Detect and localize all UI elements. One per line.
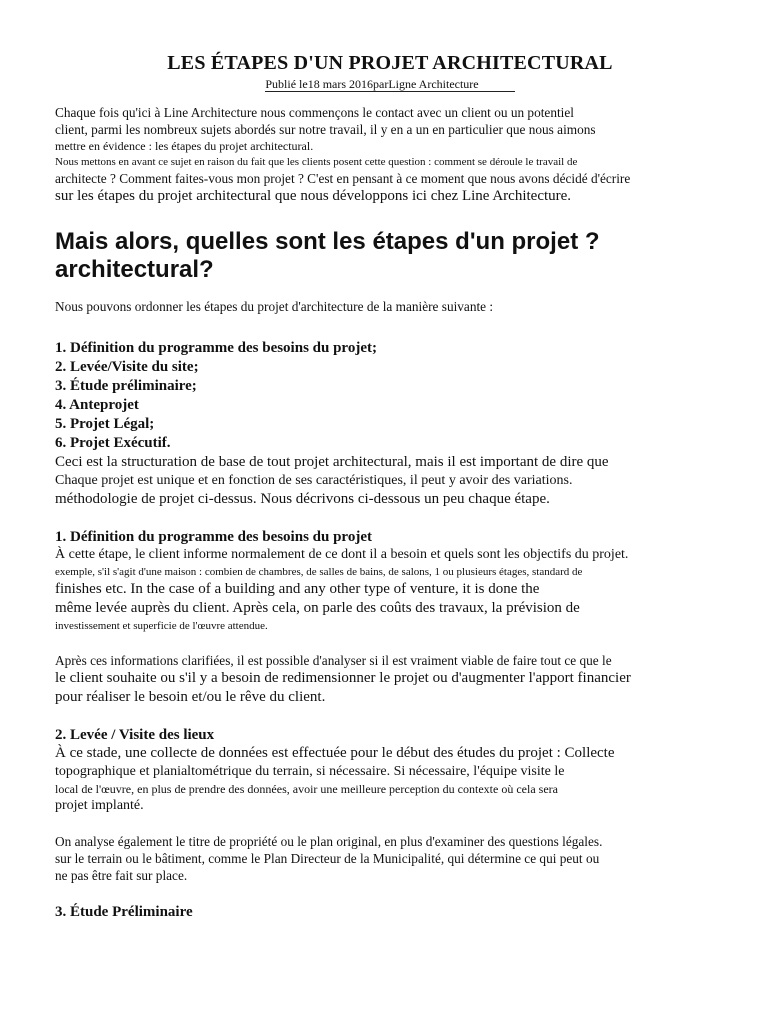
section-heading [55,228,725,284]
list-item: 3. Étude préliminaire; [55,378,197,394]
paragraph-line: le client souhaite ou s'il y a besoin de redimensionner le projet ou d'augmenter l'apport financier [55,670,631,686]
article [55,52,725,921]
paragraph-line: ne pas être fait sur place. [55,868,188,883]
list-item: 5. Projet Légal; [55,416,155,432]
paragraph-line: méthodologie de projet ci-dessus. Nous décrivons ci-dessous un peu chaque étape. [55,491,550,507]
intro-paragraph [55,104,725,206]
step3-heading: 3. Étude Préliminaire [55,904,193,920]
list-item: 6. Projet Exécutif. [55,435,171,451]
intro-line: mettre en évidence : les étapes du projet architectural. [55,139,314,153]
list-item: 1. Définition du programme des besoins du projet; [55,340,377,356]
step1-paragraph [55,546,725,634]
step1-paragraph-2 [55,652,725,707]
step2-paragraph [55,744,725,815]
paragraph-line: même levée auprès du client. Après cela, on parle des coûts des travaux, la prévision de [55,600,580,616]
step1-heading: 1. Définition du programme des besoins du projet [55,529,372,545]
intro-line: Nous mettons en avant ce sujet en raison du fait que les clients posent cette question : comment se déroule le travail de [55,156,578,168]
list-item: 2. Levée/Visite du site; [55,359,199,375]
step2-heading: 2. Levée / Visite des lieux [55,727,215,743]
paragraph-line: Ceci est la structuration de base de tout projet architectural, mais il est important de dire que [55,454,609,470]
intro-line: Chaque fois qu'ici à Line Architecture nous commençons le contact avec un client ou un potentiel [55,105,574,120]
paragraph-line: topographique et planialtométrique du terrain, si nécessaire. Si nécessaire, l'équipe visite le [55,764,565,779]
paragraph-line: sur le terrain ou le bâtiment, comme le Plan Directeur de la Municipalité, qui détermine ce qui peut ou [55,851,600,866]
paragraph-line: À cette étape, le client informe normalement de ce dont il a besoin et quels sont les objectifs du projet. [55,547,629,562]
paragraph-line: finishes etc. In the case of a building and any other type of venture, it is done the [55,581,540,597]
lead-text: Nous pouvons ordonner les étapes du projet d'architecture de la manière suivante : [55,299,494,314]
page-title: LES ÉTAPES D'UN PROJET ARCHITECTURAL [167,52,613,74]
byline [55,77,725,92]
section-heading-line: Mais alors, quelles sont les étapes d'un projet ? [55,228,600,255]
structure-paragraph [55,453,725,509]
paragraph-line: Après ces informations clarifiées, il est possible d'analyser si il est vraiment viable de faire tout ce que le [55,653,612,668]
paragraph-line: exemple, s'il s'agit d'une maison : combien de chambres, de salles de bains, de salons, 1 ou plusieurs étages, standard de [55,566,583,578]
paragraph-line: investissement et superficie de l'œuvre attendue. [55,620,268,632]
list-item: 4. Anteprojet [55,397,139,413]
paragraph-line: Chaque projet est unique et en fonction de ses caractéristiques, il peut y avoir des variations. [55,473,573,488]
step2-paragraph-2 [55,833,725,884]
paragraph-line: À ce stade, une collecte de données est effectuée pour le début des études du projet : Collecte [55,745,615,761]
intro-line: sur les étapes du projet architectural que nous développons ici chez Line Architecture. [55,188,572,204]
paragraph-line: On analyse également le titre de propriété ou le plan original, en plus d'examiner des questions légales. [55,834,603,849]
paragraph-line: projet implanté. [55,798,144,813]
steps-list [55,339,725,453]
section-heading-line: architectural? [55,256,214,283]
byline-text: Publié le18 mars 2016parLigne Architecture [265,77,514,92]
paragraph-line: local de l'œuvre, en plus de prendre des données, avoir une meilleure perception du contexte où cela sera [55,782,558,796]
intro-line: client, parmi les nombreux sujets abordés sur notre travail, il y en a un en particulier que nous aimons [55,122,596,137]
intro-line: architecte ? Comment faites-vous mon projet ? C'est en pensant à ce moment que nous avons décidé d'écrire [55,171,631,186]
paragraph-line: pour réaliser le besoin et/ou le rêve du client. [55,689,326,705]
